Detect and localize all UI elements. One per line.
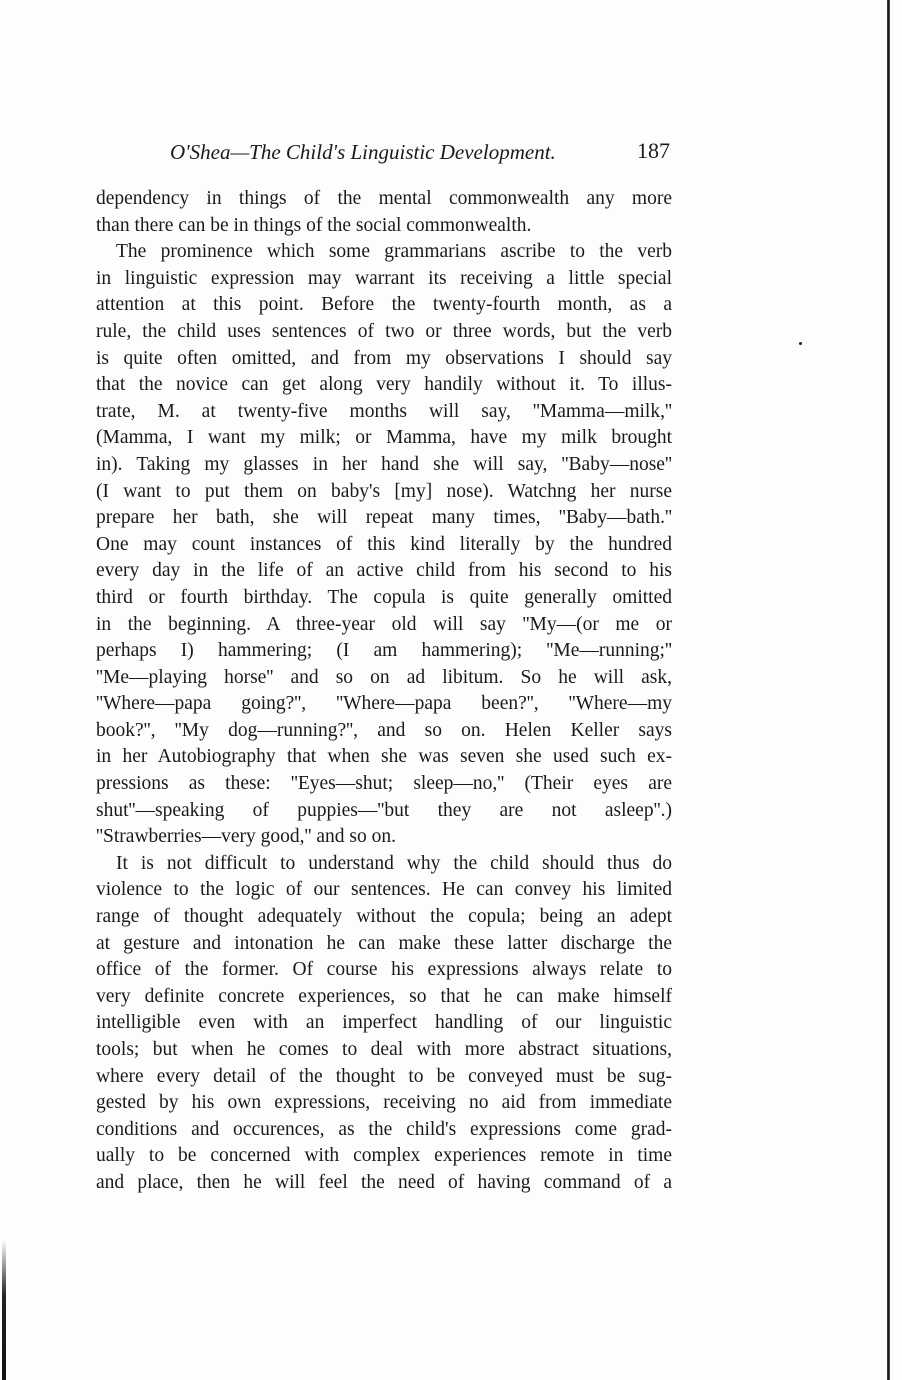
text-line: in the beginning. A three-year old will say ''My—(or me or	[96, 613, 672, 635]
text-line: attention at this point. Before the twenty-fourth month, as a	[96, 294, 672, 316]
paragraph-3	[96, 851, 672, 1197]
text-line: The prominence which some grammarians ascribe to the verb	[116, 241, 672, 263]
text-line: ''Where—papa going?'', ''Where—papa been?'', ''Where—my	[96, 693, 672, 715]
text-line: than there can be in things of the social commonwealth.	[96, 214, 532, 236]
text-line: One may count instances of this kind literally by the hundred	[96, 533, 672, 555]
text-line: at gesture and intonation he can make these latter discharge the	[96, 932, 672, 954]
text-line: prepare her bath, she will repeat many times, ''Baby—bath.''	[96, 507, 672, 529]
text-line: is quite often omitted, and from my observations I should say	[96, 347, 672, 369]
text-line: dependency in things of the mental commonwealth any more	[96, 188, 672, 209]
ink-speck	[799, 342, 802, 345]
text-line: (Mamma, I want my milk; or Mamma, have my milk brought	[96, 427, 672, 449]
text-line: ually to be concerned with complex experiences remote in time	[96, 1145, 672, 1167]
text-line: very definite concrete experiences, so that he can make himself	[96, 985, 672, 1007]
body-text	[96, 186, 672, 1197]
text-line: gested by his own expressions, receiving no aid from immediate	[96, 1092, 672, 1114]
text-line: and place, then he will feel the need of having command of a	[96, 1171, 672, 1193]
running-head: O'Shea—The Child's Linguistic Development.	[170, 140, 556, 164]
text-line: rule, the child uses sentences of two or three words, but the verb	[96, 320, 672, 342]
text-line: ''Strawberries—very good,'' and so on.	[96, 826, 396, 848]
text-line: ''Me—playing horse'' and so on ad libitum. So he will ask,	[96, 666, 672, 688]
text-line: conditions and occurences, as the child's expressions come grad-	[96, 1118, 672, 1140]
text-line: office of the former. Of course his expressions always relate to	[96, 959, 672, 981]
text-line: in linguistic expression may warrant its receiving a little special	[96, 267, 672, 289]
text-line: perhaps I) hammering; (I am hammering); ''Me—running;''	[96, 640, 672, 662]
text-line: (I want to put them on baby's [my] nose). Watchng her nurse	[96, 480, 672, 502]
text-line: pressions as these: ''Eyes—shut; sleep—no,'' (Their eyes are	[96, 773, 672, 795]
text-line: range of thought adequately without the copula; being an adept	[96, 906, 672, 928]
text-line: in her Autobiography that when she was seven she used such ex-	[96, 746, 672, 768]
text-line: third or fourth birthday. The copula is quite generally omitted	[96, 586, 672, 608]
paragraph-1	[96, 186, 672, 239]
page-edge-shadow-right	[887, 0, 890, 1380]
text-line: shut''—speaking of puppies—''but they are not asleep''.)	[96, 799, 672, 821]
text-line: trate, M. at twenty-five months will say, ''Mamma—milk,''	[96, 400, 672, 422]
page-number: 187	[637, 138, 670, 163]
paragraph-2	[96, 239, 672, 851]
page-header	[170, 140, 670, 170]
text-line: intelligible even with an imperfect handling of our linguistic	[96, 1012, 672, 1034]
text-line: violence to the logic of our sentences. He can convey his limited	[96, 879, 672, 901]
text-line: It is not difficult to understand why the child should thus do	[116, 852, 672, 874]
text-line: that the novice can get along very handily without it. To illus-	[96, 374, 672, 396]
text-line: book?'', ''My dog—running?'', and so on. Helen Keller says	[96, 719, 672, 741]
text-line: every day in the life of an active child from his second to his	[96, 560, 672, 582]
text-line: tools; but when he comes to deal with more abstract situations,	[96, 1039, 672, 1060]
text-line: where every detail of the thought to be conveyed must be sug-	[96, 1065, 672, 1087]
page-edge-shadow-left	[2, 1240, 6, 1380]
text-line: in). Taking my glasses in her hand she will say, ''Baby—nose''	[96, 453, 672, 475]
